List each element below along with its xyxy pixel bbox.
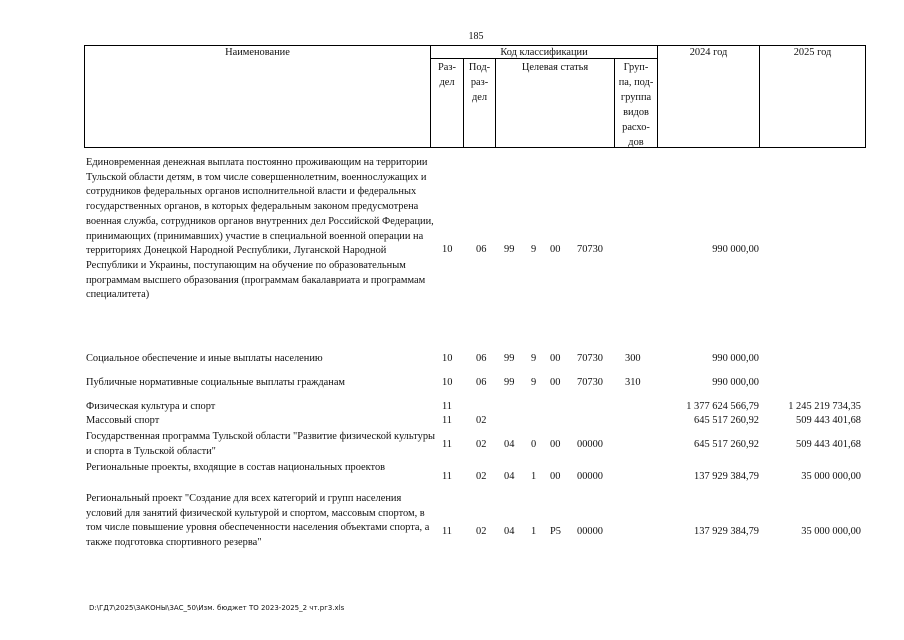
row-name: Публичные нормативные социальные выплаты гражданам	[86, 377, 346, 388]
row-razdel: 11	[442, 401, 453, 412]
page-number: 185	[468, 31, 484, 42]
row-razdel: 11	[442, 415, 453, 426]
header-name-cell	[84, 45, 431, 148]
row-expense-code: 00000	[577, 526, 603, 537]
row-name: Физическая культура и спорт	[86, 401, 216, 412]
header-code-label: Код классификации	[500, 47, 588, 58]
row-name: Массовый спорт	[86, 415, 160, 426]
row-name: Социальное обеспечение и иные выплаты населению	[86, 353, 323, 364]
row-podrazdel: 02	[476, 526, 487, 537]
row-amount-2024: 645 517 260,92	[694, 439, 759, 450]
row-expense-code: 00000	[577, 439, 603, 450]
row-subprogram: 9	[531, 377, 537, 388]
row-name: Государственная программа Тульской области "Развитие физической культуры и спорта в Тульской области"	[86, 431, 435, 457]
header-2025-cell	[759, 45, 866, 148]
row-program: 99	[504, 353, 515, 364]
row-amount-2024: 990 000,00	[712, 244, 759, 255]
row-amount-2024: 990 000,00	[712, 353, 759, 364]
row-podrazdel: 06	[476, 353, 487, 364]
row-program: 99	[504, 377, 515, 388]
row-podrazdel: 02	[476, 415, 487, 426]
row-subprogram: 9	[531, 353, 537, 364]
row-amount-2025: 35 000 000,00	[801, 471, 861, 482]
row-amount-2025: 35 000 000,00	[801, 526, 861, 537]
row-expense-code: 70730	[577, 353, 603, 364]
row-amount-2024: 137 929 384,79	[694, 526, 759, 537]
row-expense-code: 00000	[577, 471, 603, 482]
row-program: 04	[504, 439, 515, 450]
row-amount-2025: 509 443 401,68	[796, 415, 861, 426]
row-razdel: 10	[442, 244, 453, 255]
header-name-label: Наименование	[225, 47, 290, 58]
row-expense-type: 300	[625, 353, 641, 364]
row-name: Региональные проекты, входящие в состав национальных проектов	[86, 462, 386, 473]
row-amount-2025: 1 245 219 734,35	[788, 401, 861, 412]
header-celevaya-label: Целевая статья	[521, 62, 589, 73]
row-name: Региональный проект "Создание для всех категорий и групп населения условий для занятий физической культурой и спортом, массовым спортом, в том числе повышение уровня обеспеченности населения объектами спорта, а также подготовка спортивного резерва"	[86, 493, 430, 549]
row-podrazdel: 06	[476, 244, 487, 255]
row-direction: 00	[550, 471, 561, 482]
row-razdel: 10	[442, 377, 453, 388]
footer-file-path: D:\ГД7\2025\ЗАКОНЫ\ЗАС_50\Изм. бюджет ТО 2023-2025_2 чт.рг3.xls	[89, 604, 345, 612]
row-direction: 00	[550, 353, 561, 364]
row-direction: 00	[550, 377, 561, 388]
row-razdel: 10	[442, 353, 453, 364]
row-expense-type: 310	[625, 377, 641, 388]
header-2025-label: 2025 год	[793, 47, 832, 58]
header-gruppa-label: Груп- па, под- группа видов расхо- дов	[618, 62, 654, 148]
row-amount-2025: 509 443 401,68	[796, 439, 861, 450]
row-expense-code: 70730	[577, 377, 603, 388]
row-program: 04	[504, 471, 515, 482]
row-amount-2024: 645 517 260,92	[694, 415, 759, 426]
header-2024-cell	[657, 45, 760, 148]
row-direction: P5	[550, 526, 561, 537]
header-2024-label: 2024 год	[689, 47, 728, 58]
row-name: Единовременная денежная выплата постоянно проживающим на территории Тульской области детям, в том числе совершеннолетним, военнослужащих и сотрудников федеральных органов исполнительной власти и федеральных государственных органов, в которых федеральным законом предусмотрена военная служба, сотрудников органов внутренних дел Российской Федерации, принимающих (принимавших) участие в специальной военной операции на территориях Донецкой Народной Республики, Луганской Народной Республики и Украины, поступающим на обучение по образовательным программам высшего образования (программам бакалавриата и программам специалитета)	[86, 157, 434, 301]
row-direction: 00	[550, 439, 561, 450]
row-program: 99	[504, 244, 515, 255]
row-expense-code: 70730	[577, 244, 603, 255]
row-amount-2024: 137 929 384,79	[694, 471, 759, 482]
row-razdel: 11	[442, 439, 453, 450]
row-subprogram: 1	[531, 471, 537, 482]
row-subprogram: 1	[531, 526, 537, 537]
row-direction: 00	[550, 244, 561, 255]
row-podrazdel: 06	[476, 377, 487, 388]
row-subprogram: 0	[531, 439, 537, 450]
row-program: 04	[504, 526, 515, 537]
row-amount-2024: 1 377 624 566,79	[686, 401, 759, 412]
row-subprogram: 9	[531, 244, 537, 255]
row-podrazdel: 02	[476, 471, 487, 482]
row-podrazdel: 02	[476, 439, 487, 450]
header-razdel-label: Раз- дел	[438, 62, 456, 88]
row-razdel: 11	[442, 526, 453, 537]
row-razdel: 11	[442, 471, 453, 482]
header-podrazdel-label: Под- раз- дел	[468, 62, 491, 103]
row-amount-2024: 990 000,00	[712, 377, 759, 388]
